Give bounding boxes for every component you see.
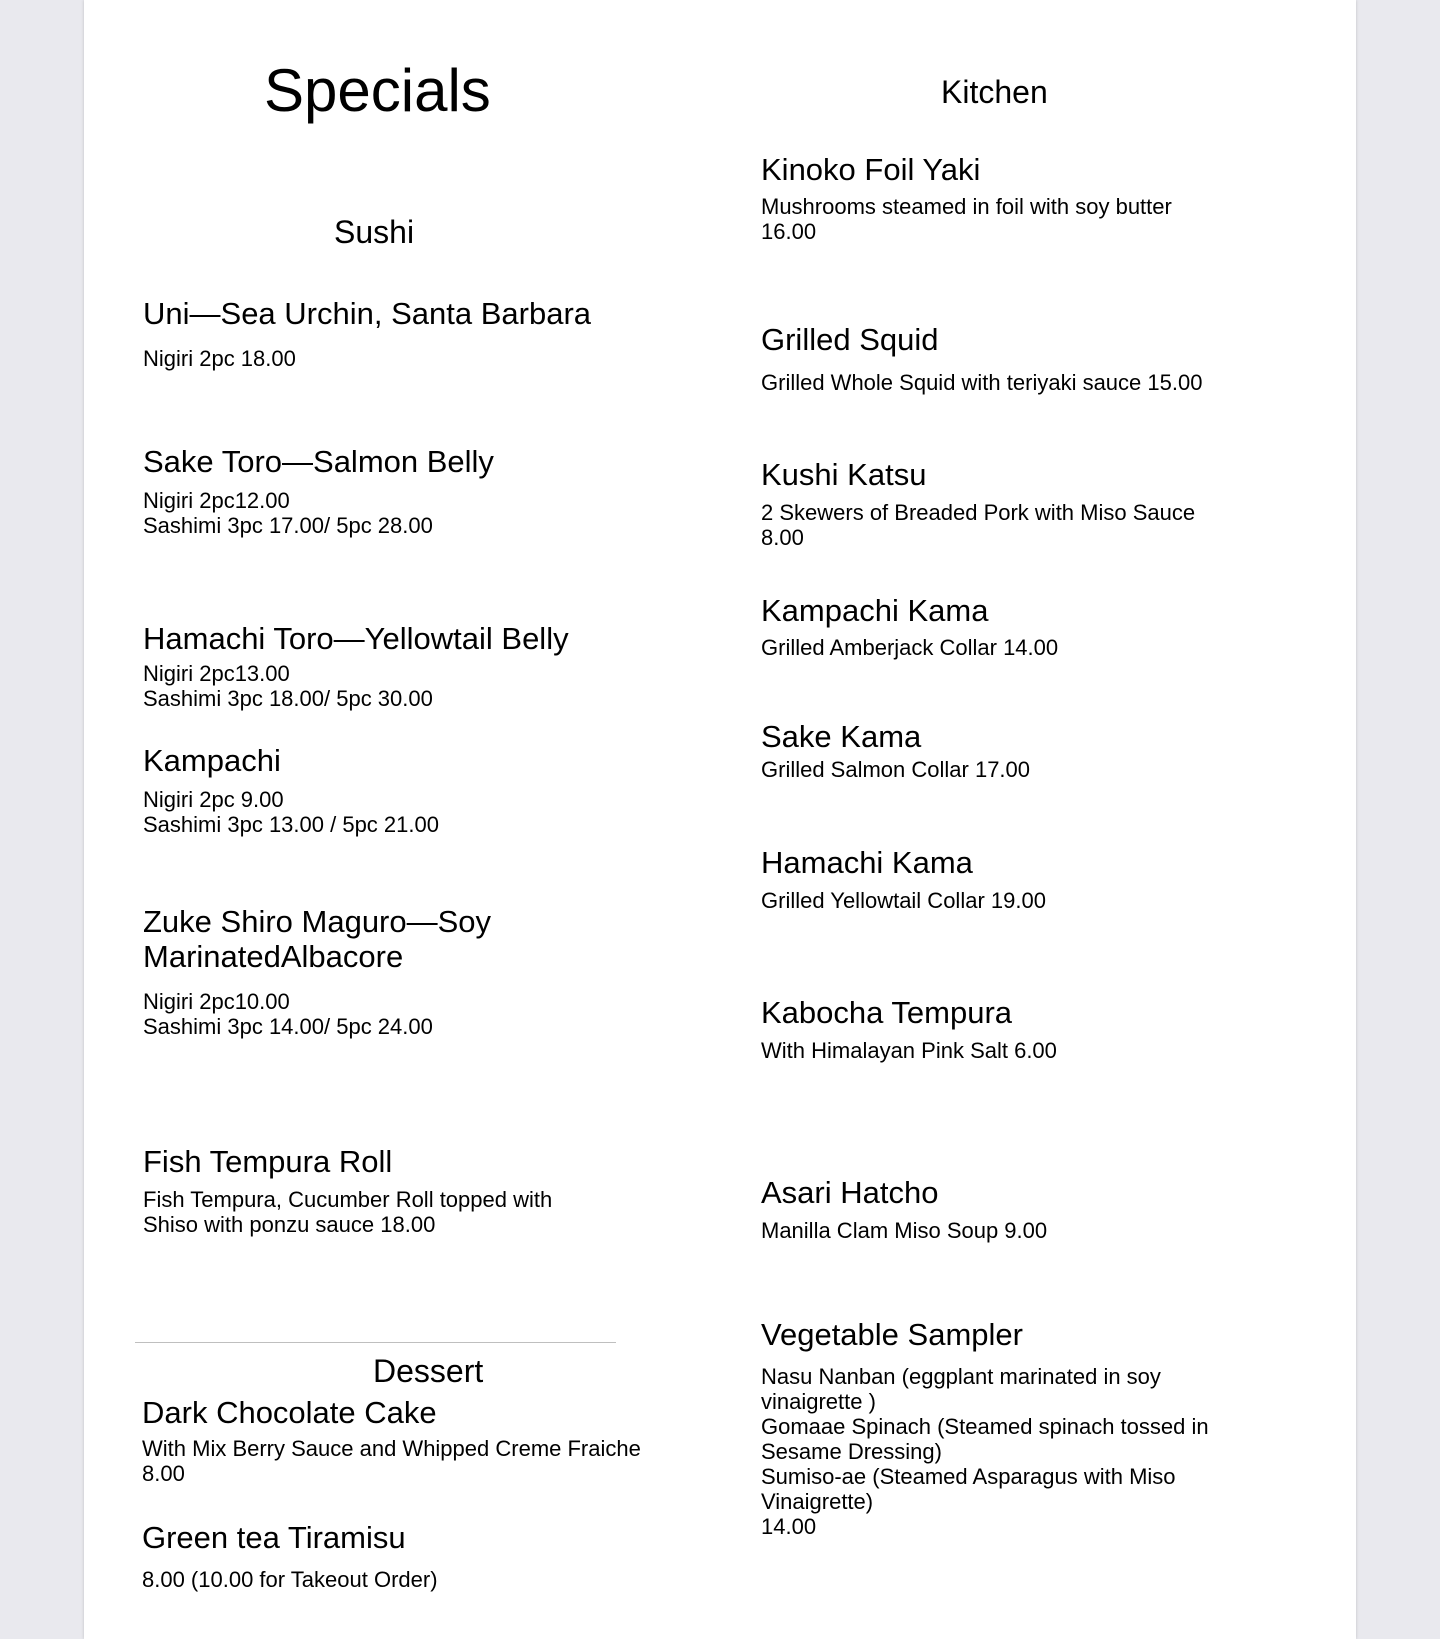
menu-item-desc: Grilled Whole Squid with teriyaki sauce 15.00 [761,370,1203,395]
section-heading-dessert: Dessert [373,1353,484,1389]
menu-item-name: Fish Tempura Roll [143,1144,393,1179]
menu-item-desc: 2 Skewers of Breaded Pork with Miso Sauce 8.00 [761,500,1196,550]
menu-item-name: Zuke Shiro Maguro—Soy MarinatedAlbacore [143,904,492,974]
menu-item-name: Kinoko Foil Yaki [761,152,981,187]
menu-item-desc: Fish Tempura, Cucumber Roll topped with Shiso with ponzu sauce 18.00 [143,1187,553,1237]
menu-item-desc: Nigiri 2pc12.00 Sashimi 3pc 17.00/ 5pc 28.00 [143,488,433,538]
menu-item-name: Asari Hatcho [761,1175,939,1210]
menu-item-name: Hamachi Kama [761,845,973,880]
menu-item-desc: 8.00 (10.00 for Takeout Order) [142,1567,438,1592]
menu-item-name: Green tea Tiramisu [142,1520,406,1555]
section-heading-kitchen: Kitchen [941,74,1048,110]
menu-item-desc: Manilla Clam Miso Soup 9.00 [761,1218,1048,1243]
menu-item-desc: Grilled Amberjack Collar 14.00 [761,635,1059,660]
menu-item-desc: With Himalayan Pink Salt 6.00 [761,1038,1057,1063]
menu-item-name: Kushi Katsu [761,457,927,492]
menu-item-name: Kampachi [143,743,281,778]
menu-item-desc: Mushrooms steamed in foil with soy butter 16.00 [761,194,1172,244]
menu-item-name: Dark Chocolate Cake [142,1395,437,1430]
menu-item-name: Grilled Squid [761,322,939,357]
page-title: Specials [264,57,491,124]
menu-item-name: Sake Kama [761,719,922,754]
menu-item-name: Vegetable Sampler [761,1317,1023,1352]
menu-item-name: Hamachi Toro—Yellowtail Belly [143,621,569,656]
menu-item-name: Kabocha Tempura [761,995,1013,1030]
menu-item-name: Uni—Sea Urchin, Santa Barbara [143,296,592,331]
menu-item-desc: With Mix Berry Sauce and Whipped Creme Fraiche 8.00 [142,1436,641,1486]
section-divider [135,1342,616,1343]
menu-item-desc: Nigiri 2pc 18.00 [143,346,296,371]
menu-item-desc: Nasu Nanban (eggplant marinated in soy vinaigrette ) Gomaae Spinach (Steamed spinach tossed in Sesame Dressing) Sumiso-ae (Steamed Asparagus with Miso Vinaigrette) 14.00 [761,1364,1209,1539]
menu-item-name: Kampachi Kama [761,593,989,628]
menu-item-desc: Grilled Yellowtail Collar 19.00 [761,888,1046,913]
menu-item-desc: Nigiri 2pc10.00 Sashimi 3pc 14.00/ 5pc 24.00 [143,989,433,1039]
section-heading-sushi: Sushi [334,214,415,250]
menu-item-name: Sake Toro—Salmon Belly [143,444,494,479]
menu-item-desc: Nigiri 2pc 9.00 Sashimi 3pc 13.00 / 5pc 21.00 [143,787,439,837]
menu-item-desc: Nigiri 2pc13.00 Sashimi 3pc 18.00/ 5pc 30.00 [143,661,433,711]
menu-item-desc: Grilled Salmon Collar 17.00 [761,757,1031,782]
